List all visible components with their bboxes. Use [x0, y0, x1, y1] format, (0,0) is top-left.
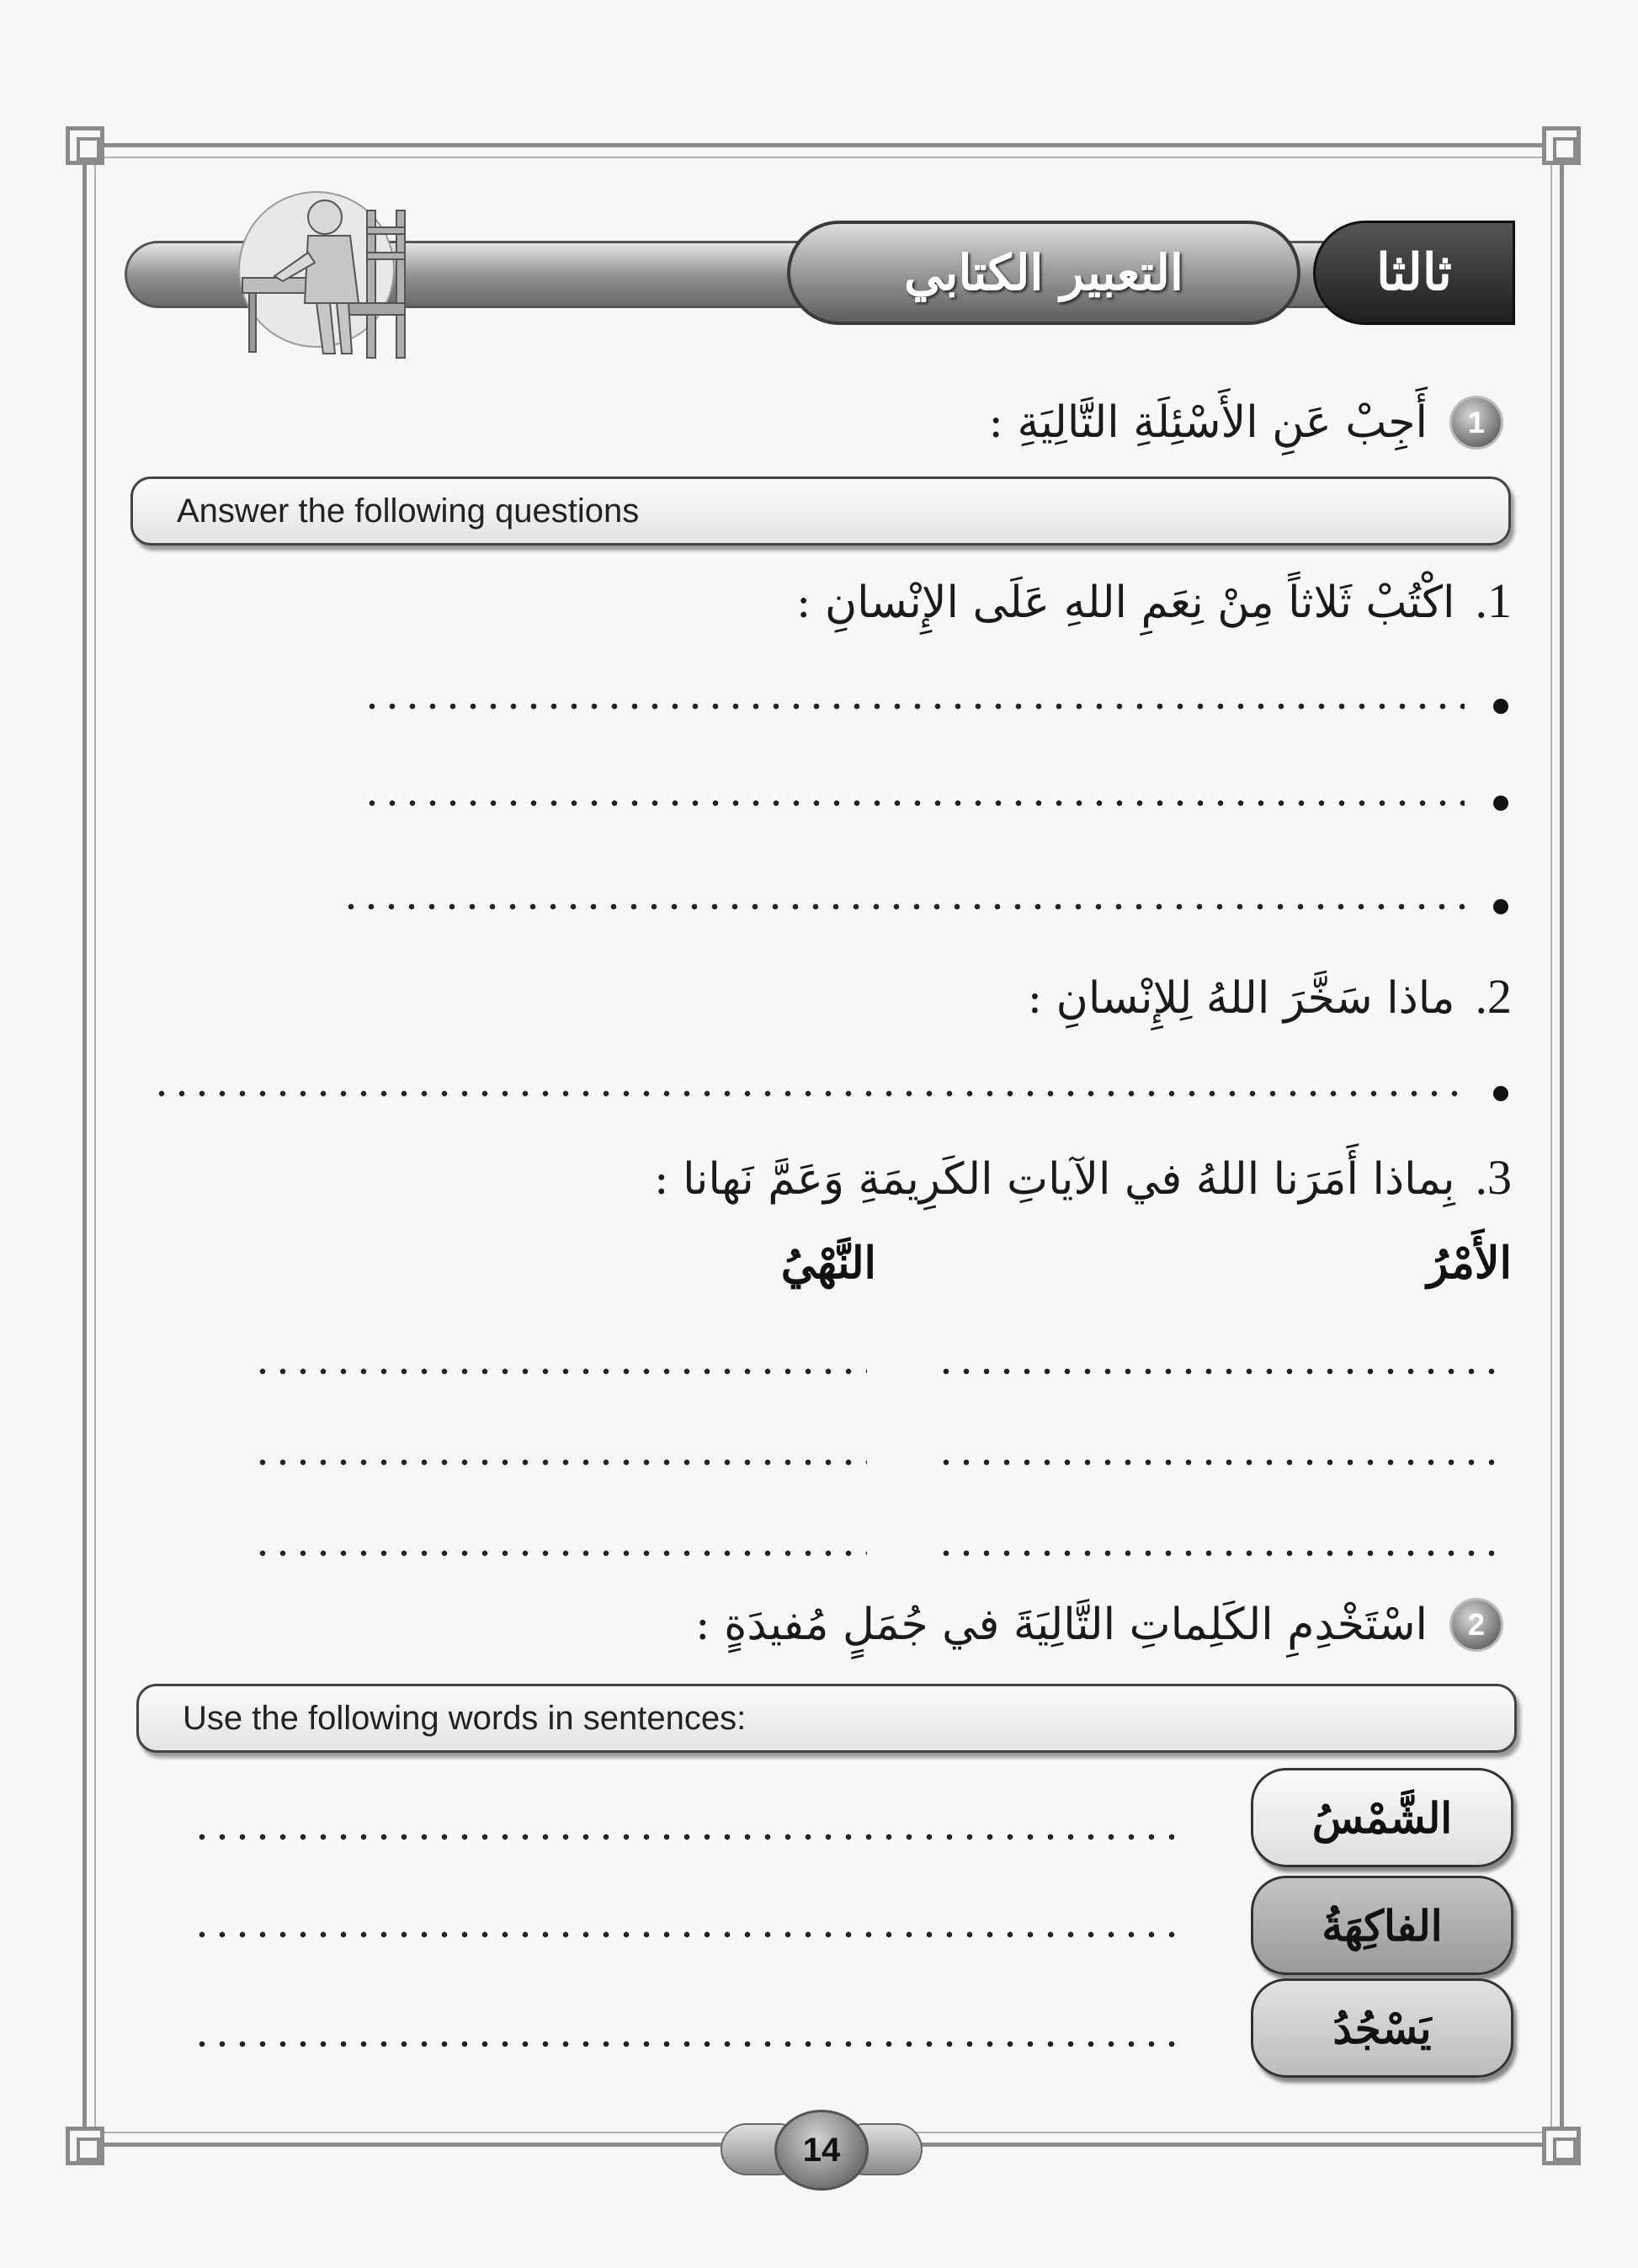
exercise-number-badge: 1 — [1449, 396, 1503, 450]
answer-line[interactable] — [362, 702, 1465, 711]
frame-corner-ornament — [66, 2127, 104, 2165]
exercise-2-title: اسْتَخْدِمِ الكَلِماتِ التَّالِيَةَ في جُمَلٍ مُفيدَةٍ : — [695, 1600, 1428, 1650]
frame-corner-ornament — [66, 126, 104, 165]
exercise-1-english-title: Answer the following questions — [177, 492, 640, 530]
sentence-answer-line[interactable] — [192, 1930, 1185, 1939]
answer-line[interactable] — [362, 799, 1465, 807]
question-text: بِماذا أَمَرَنا اللهُ في الآياتِ الكَرِيمَةِ وَعَمَّ نَهانا : — [654, 1154, 1455, 1205]
question-text: ماذا سَخَّرَ اللهُ لِلإِنْسانِ : — [1027, 973, 1455, 1024]
answer-line[interactable] — [152, 1089, 1465, 1098]
prohibition-answer-line[interactable] — [253, 1549, 867, 1557]
word-pill-fruit: الفاكِهَةُ — [1251, 1876, 1513, 1975]
question-1 — [796, 572, 1512, 629]
command-answer-line[interactable] — [936, 1367, 1508, 1376]
question-number: 3. — [1475, 1150, 1512, 1205]
exercise-2-english-bar — [136, 1684, 1517, 1753]
prohibition-answer-line[interactable] — [253, 1458, 867, 1467]
exercise-number-badge: 2 — [1449, 1598, 1503, 1652]
sentence-answer-line[interactable] — [192, 2040, 1185, 2048]
command-answer-line[interactable] — [936, 1458, 1508, 1467]
question-text: اكْتُبْ ثَلاثاً مِنْ نِعَمِ اللهِ عَلَى الإِنْسانِ : — [795, 578, 1455, 628]
question-number: 1. — [1475, 573, 1512, 628]
bullet — [1493, 699, 1508, 714]
word-pill-prostrates: يَسْجُدُ — [1251, 1978, 1513, 2078]
bullet — [1493, 796, 1508, 811]
page-number-ornament — [721, 2110, 923, 2191]
command-column-title: الأَمْرُ — [1427, 1238, 1512, 1289]
exercise-1-heading — [988, 396, 1503, 450]
bullet — [1493, 1086, 1508, 1101]
exercise-1-english-bar — [130, 476, 1511, 546]
prohibition-column-title: النَّهْيُ — [780, 1238, 876, 1289]
sentence-answer-line[interactable] — [192, 1833, 1185, 1841]
exercise-1-title: أَجِبْ عَنِ الأَسْئِلَةِ التَّالِيَةِ : — [988, 397, 1428, 448]
section-label: ثالثا — [1313, 221, 1515, 325]
section-title: التعبير الكتابي — [787, 221, 1300, 325]
word-pill-sun: الشَّمْسُ — [1251, 1768, 1513, 1867]
bullet — [1493, 899, 1508, 914]
question-3 — [654, 1149, 1512, 1206]
prohibition-answer-line[interactable] — [253, 1367, 867, 1376]
exercise-2-heading — [695, 1598, 1503, 1652]
page-number: 14 — [774, 2110, 869, 2191]
student-writing-illustration — [224, 185, 417, 362]
frame-corner-ornament — [1542, 126, 1581, 165]
answer-line[interactable] — [341, 902, 1465, 911]
command-answer-line[interactable] — [936, 1549, 1508, 1557]
question-2 — [1028, 968, 1512, 1025]
frame-corner-ornament — [1542, 2127, 1581, 2165]
exercise-2-english-title: Use the following words in sentences: — [183, 1699, 747, 1737]
question-number: 2. — [1475, 969, 1512, 1024]
